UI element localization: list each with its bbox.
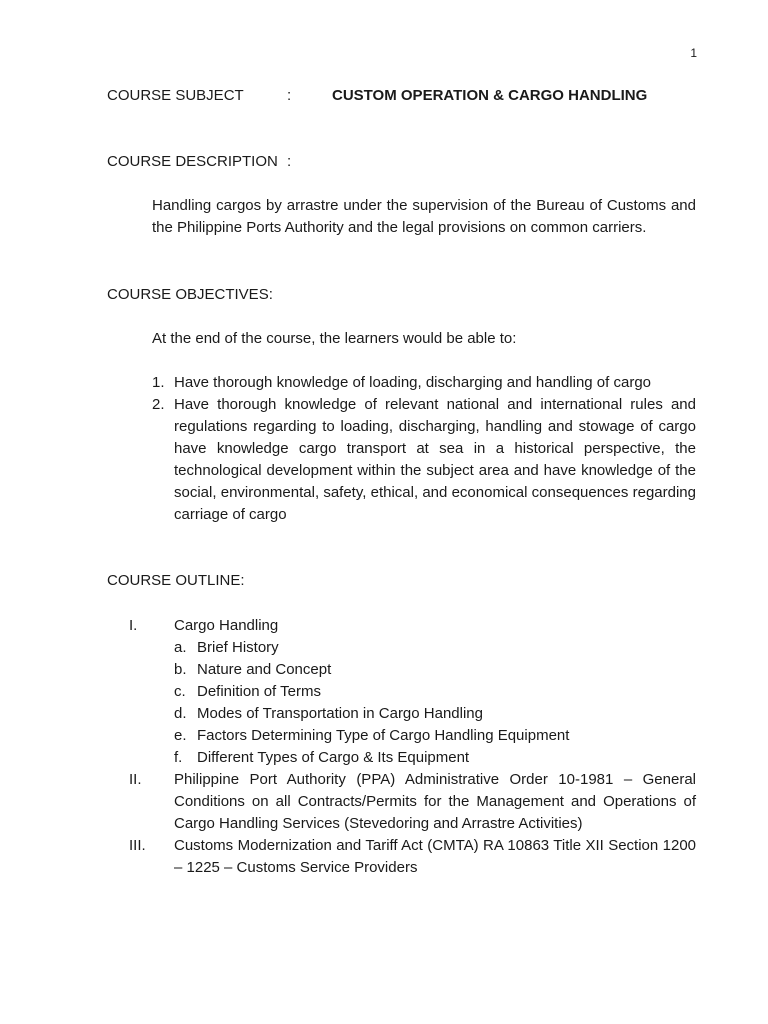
sub-item-letter: b. [174, 661, 187, 678]
objective-text: Have thorough knowledge of loading, discharging and handling of cargo [174, 374, 652, 391]
course-description-text: Handling cargos by arrastre under the supervision of the Bureau of Customs and the Philippine Ports Authority and the legal provisions on common carriers. [152, 197, 696, 236]
course-outline-label: COURSE OUTLINE: [107, 572, 245, 589]
outline-title: Philippine Port Authority (PPA) Administrative Order 10-1981 – General Conditions on all Contracts/Permits for the Management and Operations of Cargo Handling Services (Stevedoring and Arrastre Activities) [174, 771, 696, 832]
outline-title: Customs Modernization and Tariff Act (CMTA) RA 10863 Title XII Section 1200 – 1225 – Customs Service Providers [174, 837, 696, 876]
sub-item-text: Factors Determining Type of Cargo Handling Equipment [197, 727, 570, 744]
page-number: 1 [690, 46, 697, 60]
sub-item-text: Brief History [197, 639, 279, 656]
sub-item-letter: a. [174, 639, 187, 656]
outline-sub-item [174, 703, 696, 725]
outline-numeral: II. [129, 771, 142, 788]
course-objectives-label: COURSE OBJECTIVES: [107, 286, 273, 303]
outline-numeral: I. [129, 617, 138, 634]
outline-sub-list [174, 637, 696, 769]
course-subject-colon: : [287, 87, 292, 104]
outline-item [107, 769, 696, 835]
course-description-label: COURSE DESCRIPTION [107, 153, 278, 170]
objective-item [152, 372, 696, 394]
sub-item-text: Different Types of Cargo & Its Equipment [197, 749, 470, 766]
outline-sub-item [174, 637, 696, 659]
objectives-list [152, 372, 696, 526]
sub-item-letter: f. [174, 749, 183, 766]
outline-sub-item [174, 659, 696, 681]
sub-item-text: Modes of Transportation in Cargo Handling [197, 705, 483, 722]
outline-item [107, 615, 696, 769]
objective-text: Have thorough knowledge of relevant national and international rules and regulations regarding to loading, discharging, handling and stowage of cargo have knowledge cargo transport at sea in a historical perspective, the technological development within the subject area and have knowledge of the social, environmental, safety, ethical, and economical consequences regarding carriage of cargo [174, 396, 696, 523]
outline-list [107, 615, 696, 879]
sub-item-letter: c. [174, 683, 186, 700]
outline-sub-item [174, 681, 696, 703]
outline-sub-item [174, 725, 696, 747]
outline-numeral: III. [129, 837, 146, 854]
sub-item-text: Definition of Terms [197, 683, 321, 700]
course-objectives-intro: At the end of the course, the learners would be able to: [152, 330, 517, 347]
objective-number: 2. [152, 396, 165, 413]
outline-title: Cargo Handling [174, 617, 279, 634]
objective-number: 1. [152, 374, 165, 391]
outline-item [107, 835, 696, 879]
course-description-colon: : [287, 153, 292, 170]
course-subject-value: CUSTOM OPERATION & CARGO HANDLING [332, 87, 648, 104]
sub-item-letter: e. [174, 727, 187, 744]
course-subject-label: COURSE SUBJECT [107, 87, 244, 104]
outline-sub-item [174, 747, 696, 769]
sub-item-text: Nature and Concept [197, 661, 332, 678]
objective-item [152, 394, 696, 526]
sub-item-letter: d. [174, 705, 187, 722]
